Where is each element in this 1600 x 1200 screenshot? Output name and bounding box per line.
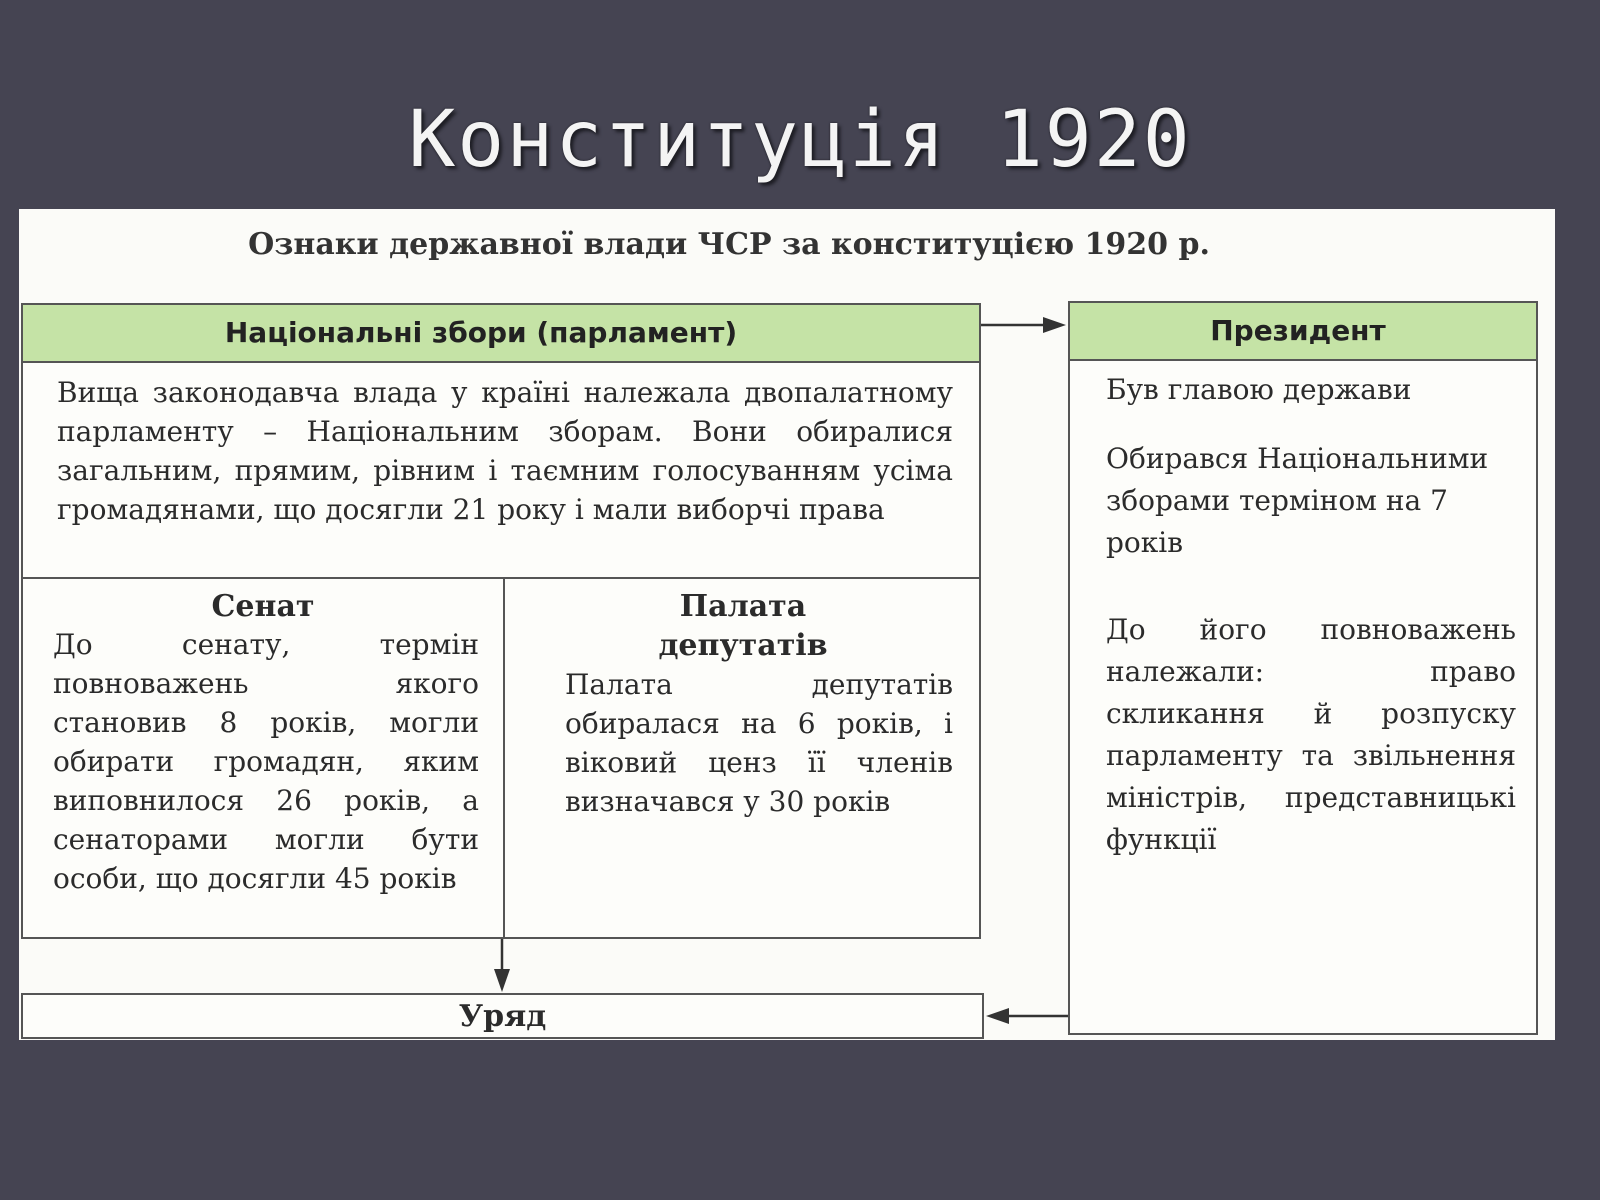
government-label: Уряд: [458, 999, 547, 1034]
arrow-parliament-to-president: [981, 317, 1066, 333]
chamber-title: Палата депутатів: [658, 589, 828, 663]
arrow-parliament-to-government: [494, 939, 510, 992]
senate-text: До сенату, термін повноважень якого становив 8 років, могли обирати громадян, яким виповнилося 26 років, а сенаторами могли бути особи, що досягли 45 років: [53, 628, 479, 895]
parliament-description: Вища законодавча влада у країні належала двопалатному парламенту – Національним зборам. Вони обиралися загальним, прямим, рівним і таємним голосуванням усіма громадянами, що досягли 21 року і мали виборчі права: [57, 376, 953, 526]
parliament-header: Національні збори (парламент): [23, 305, 979, 363]
parliament-divider: [23, 577, 979, 579]
parliament-box: [21, 303, 981, 939]
arrow-president-to-government: [986, 1008, 1068, 1024]
senate-title: Сенат: [211, 589, 315, 624]
president-role: Був главою держави: [1106, 373, 1412, 406]
president-header: Президент: [1070, 303, 1536, 361]
president-election: Обирався Національними зборами терміном на 7 років: [1106, 442, 1489, 559]
chambers-divider: [503, 579, 505, 937]
diagram-heading: Ознаки державної влади ЧСР за конституцією 1920 р.: [248, 227, 1210, 262]
president-powers: До його повноважень належали: право скликання й розпуску парламенту та звільнення міністрів, представницькі функції: [1106, 613, 1516, 856]
diagram-panel: [19, 209, 1555, 1040]
slide-title: Конституція 1920: [408, 95, 1192, 185]
government-box: [21, 993, 984, 1039]
chamber-text: Палата депутатів обиралася на 6 років, і віковий ценз її членів визначався у 30 років: [565, 668, 953, 818]
president-box: [1068, 301, 1538, 1035]
